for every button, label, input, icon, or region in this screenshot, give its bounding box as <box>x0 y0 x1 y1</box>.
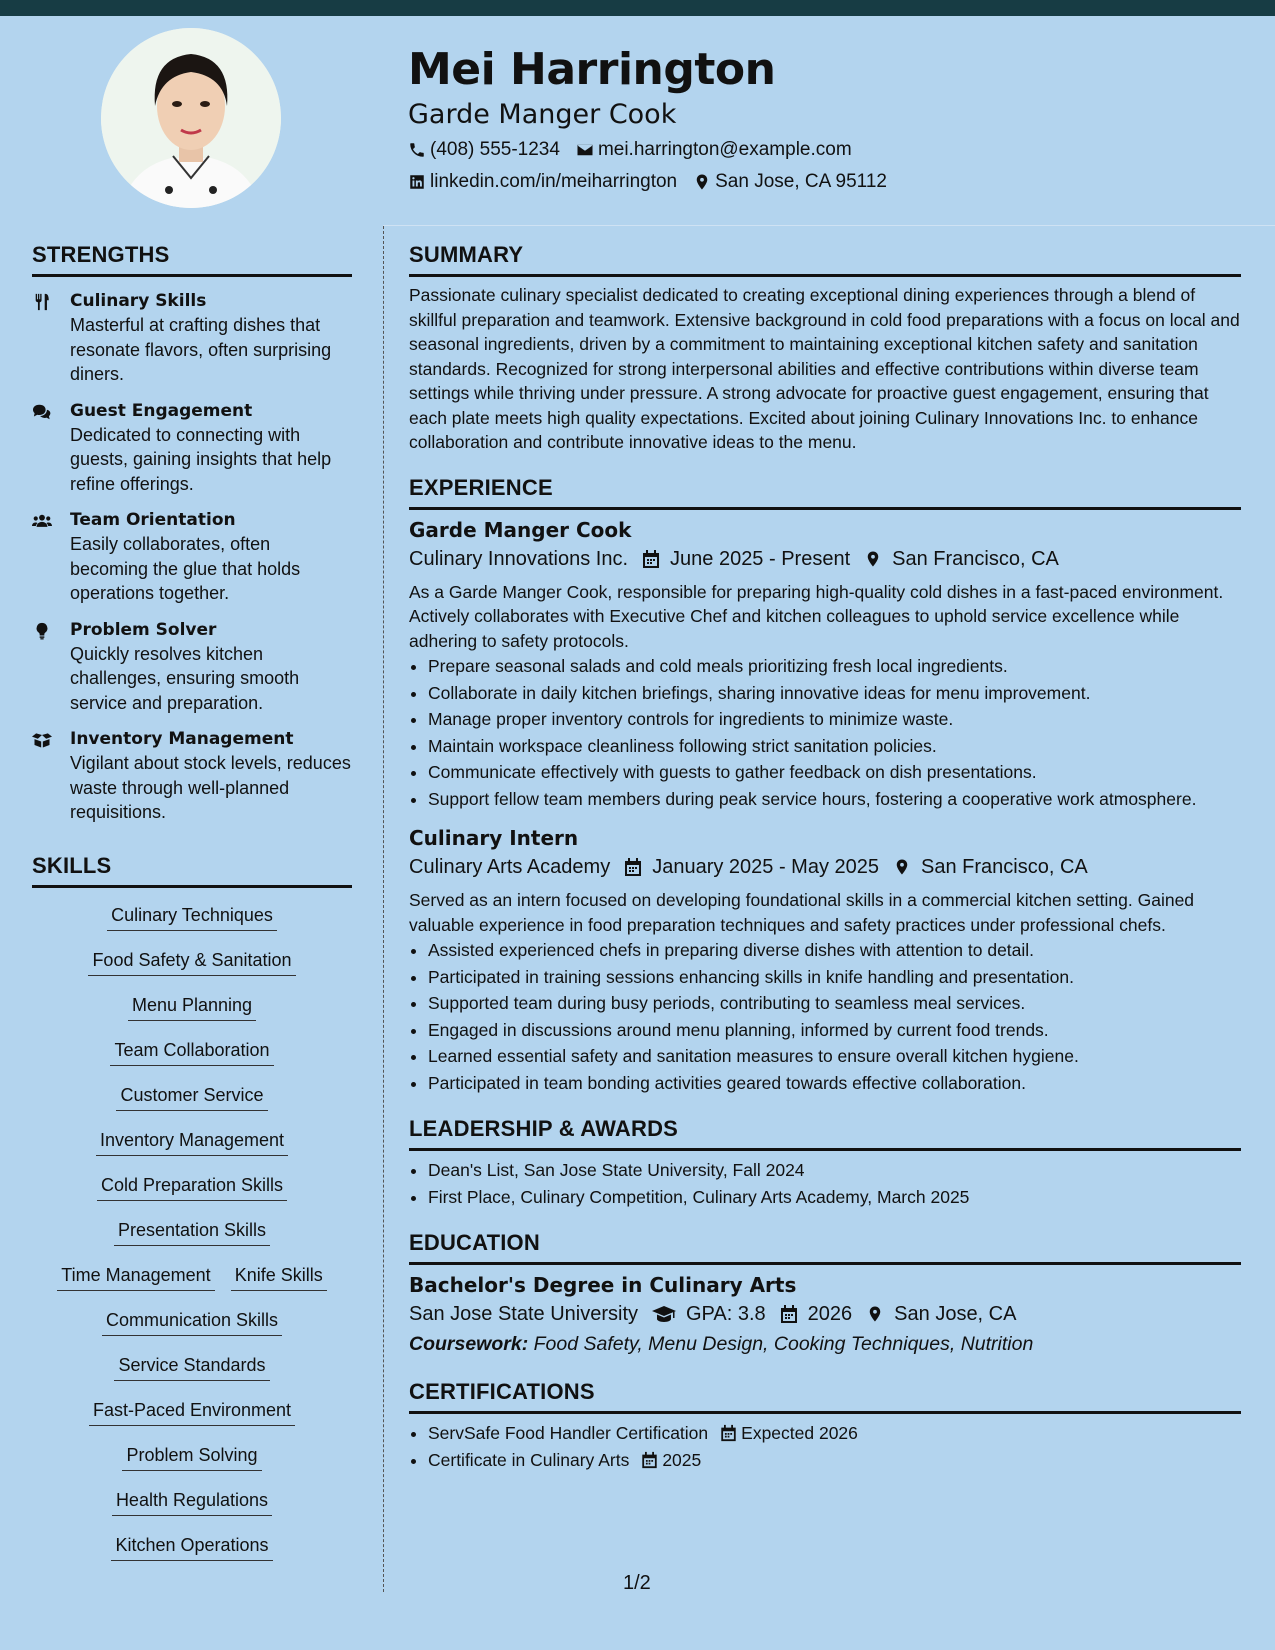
map-marker-icon <box>864 549 882 569</box>
strength-title: Culinary Skills <box>70 291 207 311</box>
school-name: San Jose State University <box>409 1303 638 1325</box>
job-dates: January 2025 - May 2025 <box>652 856 880 878</box>
certifications-list <box>409 1420 1241 1473</box>
skill-tag: Communication Skills <box>102 1307 282 1336</box>
certification-name: • ServSafe Food Handler Certification <box>428 1423 709 1443</box>
strength-desc: Easily collaborates, often becoming the glue that holds operations together. <box>70 534 301 603</box>
skill-tag: Knife Skills <box>231 1262 327 1291</box>
certification-name: • Certificate in Culinary Arts <box>428 1449 630 1470</box>
strength-item <box>32 618 352 716</box>
job-description: Served as an intern focused on developing foundational skills in a commercial kitchen setting. Gained valuable experience in food preparation techniques and safety practices under professional chefs. <box>409 890 1195 935</box>
phone-contact[interactable] <box>408 134 560 166</box>
map-marker-icon <box>866 1304 884 1324</box>
job-location: San Francisco, CA <box>892 547 1059 570</box>
skill-tag: Health Regulations <box>112 1487 272 1516</box>
users-icon <box>32 512 52 530</box>
certification-item <box>428 1447 1241 1474</box>
graduation-year: 2026 <box>807 1303 853 1325</box>
location-text: San Jose, CA 95112 <box>715 171 887 192</box>
top-bar <box>0 0 1275 16</box>
skill-tag: Cold Preparation Skills <box>97 1172 287 1201</box>
skill-tag: Inventory Management <box>96 1127 288 1156</box>
strength-item <box>32 399 352 497</box>
strength-title: Inventory Management <box>70 729 294 749</box>
calendar-icon <box>642 549 660 569</box>
header <box>408 40 903 198</box>
phone-icon <box>408 141 426 159</box>
skills-heading: SKILLS <box>32 851 352 888</box>
linkedin-icon <box>408 173 426 191</box>
header-divider <box>383 225 1275 226</box>
degree-title: Bachelor's Degree in Culinary Arts <box>409 1273 797 1297</box>
skill-tag: Time Management <box>57 1262 214 1291</box>
skill-tag: Fast-Paced Environment <box>89 1397 295 1426</box>
award-item: • First Place, Culinary Competition, Culinary Arts Academy, March 2025 <box>428 1184 1241 1211</box>
job-bullet: • Prepare seasonal salads and cold meals prioritizing fresh local ingredients. <box>428 653 1241 680</box>
email-text: mei.harrington@example.com <box>597 139 852 160</box>
job-bullet: • Manage proper inventory controls for ingredients to minimize waste. <box>428 706 1241 733</box>
column-divider <box>383 226 384 1592</box>
skill-tag: Kitchen Operations <box>111 1532 272 1561</box>
job-entry <box>409 516 1241 813</box>
certification-item <box>428 1420 1241 1447</box>
job-bullet: • Assisted experienced chefs in preparing diverse dishes with attention to detail. <box>428 937 1241 964</box>
profile-photo <box>101 28 281 208</box>
awards-list <box>409 1157 1241 1210</box>
box-open-icon <box>32 731 52 749</box>
calendar-icon <box>641 1451 658 1469</box>
skill-tag: Customer Service <box>116 1082 267 1111</box>
skill-tag: Food Safety & Sanitation <box>88 947 295 976</box>
job-bullet: • Support fellow team members during peak service hours, fostering a cooperative work atmosphere. <box>428 786 1241 813</box>
school-location: San Jose, CA <box>894 1303 1017 1325</box>
education-heading: EDUCATION <box>409 1228 1241 1265</box>
job-bullet: • Participated in team bonding activities geared towards effective collaboration. <box>428 1070 1241 1097</box>
map-marker-icon <box>693 173 711 191</box>
gpa-text: GPA: 3.8 <box>686 1303 766 1325</box>
job-bullet: • Participated in training sessions enhancing skills in knife handling and presentation. <box>428 964 1241 991</box>
job-bullet: • Collaborate in daily kitchen briefings, sharing innovative ideas for menu improvement. <box>428 680 1241 707</box>
candidate-name: Mei Harrington <box>408 44 776 95</box>
job-bullets <box>409 653 1241 812</box>
job-title: Culinary Intern <box>409 826 579 850</box>
job-bullet: • Communicate effectively with guests to gather feedback on dish presentations. <box>428 759 1241 786</box>
strength-item <box>32 289 352 387</box>
job-bullet: • Learned essential safety and sanitation measures to ensure overall kitchen hygiene. <box>428 1043 1241 1070</box>
certification-date: Expected 2026 <box>741 1423 858 1443</box>
job-dates: June 2025 - Present <box>670 547 851 570</box>
calendar-icon <box>780 1304 798 1324</box>
page-number: 1/2 <box>623 1572 651 1594</box>
job-company: Culinary Arts Academy <box>409 856 611 878</box>
job-bullet: • Maintain workspace cleanliness following strict sanitation policies. <box>428 733 1241 760</box>
certifications-heading: CERTIFICATIONS <box>409 1377 1241 1414</box>
skill-tag: Culinary Techniques <box>107 902 277 931</box>
location-contact <box>693 166 887 198</box>
job-title: Garde Manger Cook <box>409 517 632 542</box>
job-location: San Francisco, CA <box>921 856 1088 878</box>
lightbulb-icon <box>32 622 52 640</box>
strengths-heading: STRENGTHS <box>32 240 352 277</box>
linkedin-text: linkedin.com/in/meiharrington <box>430 171 678 192</box>
email-contact[interactable] <box>576 134 852 166</box>
coursework <box>409 1329 1241 1359</box>
job-bullet: • Engaged in discussions around menu planning, informed by current food trends. <box>428 1017 1241 1044</box>
summary-text: Passionate culinary specialist dedicated to creating exceptional dining experiences through a blend of skillful preparation and teamwork. Extensive background in cold food preparations with a focus on local and seasonal ingredients, driven by a commitment to maintaining exceptional kitchen safety and sanitation standards. Recognized for strong interpersonal abilities and effective contributions within diverse team settings while thriving under pressure. A strong advocate for proactive guest engagement, ensuring that each plate meets high quality expectations. Excited about joining Culinary Innovations Inc. to enhance collaboration and contribute innovative ideas to the menu. <box>409 285 1240 452</box>
utensils-icon <box>32 293 52 311</box>
skill-tag: Problem Solving <box>122 1442 261 1471</box>
calendar-icon <box>720 1424 737 1442</box>
skills-list <box>32 902 352 1577</box>
skill-tag: Presentation Skills <box>114 1217 270 1246</box>
coursework-list: Food Safety, Menu Design, Cooking Techniques, Nutrition <box>533 1333 1034 1355</box>
calendar-icon <box>624 857 642 877</box>
strength-title: Problem Solver <box>70 619 217 640</box>
award-item: • Dean's List, San Jose State University, Fall 2024 <box>428 1157 1241 1184</box>
certification-date: 2025 <box>662 1449 702 1470</box>
job-description: As a Garde Manger Cook, responsible for preparing high-quality cold dishes in a fast-paced environment. Actively collaborates with Executive Chef and kitchen colleagues to uphold service excellence while adhering to safety protocols. <box>409 581 1224 651</box>
candidate-title: Garde Manger Cook <box>408 99 677 130</box>
right-column <box>409 240 1241 1473</box>
comments-icon <box>32 403 52 421</box>
map-marker-icon <box>893 857 911 877</box>
strength-title: Team Orientation <box>70 510 236 530</box>
linkedin-contact[interactable] <box>408 166 677 198</box>
coursework-label: Coursework: <box>409 1333 529 1355</box>
strength-desc: Quickly resolves kitchen challenges, ensuring smooth service and preparation. <box>70 643 300 713</box>
job-bullet: • Supported team during busy periods, contributing to seamless meal services. <box>428 990 1241 1017</box>
job-entry <box>409 824 1241 1096</box>
strength-desc: Masterful at crafting dishes that resonate flavors, often surprising diners. <box>70 315 332 384</box>
summary-heading: SUMMARY <box>409 240 1241 277</box>
strength-item <box>32 727 352 825</box>
envelope-icon <box>576 141 594 159</box>
skill-tag: Service Standards <box>114 1352 269 1381</box>
strength-desc: Vigilant about stock levels, reduces waste through well-planned requisitions. <box>70 753 351 822</box>
strength-item <box>32 508 352 606</box>
awards-heading: LEADERSHIP & AWARDS <box>409 1114 1241 1151</box>
strength-title: Guest Engagement <box>70 400 253 421</box>
strength-desc: Dedicated to connecting with guests, gaining insights that help refine offerings. <box>70 424 332 494</box>
skill-tag: Menu Planning <box>128 992 256 1021</box>
left-column <box>32 240 352 1577</box>
experience-heading: EXPERIENCE <box>409 473 1241 510</box>
job-bullets <box>409 937 1241 1096</box>
skill-tag: Team Collaboration <box>110 1037 273 1066</box>
phone-text: (408) 555-1234 <box>430 139 560 160</box>
graduation-cap-icon <box>652 1304 676 1324</box>
job-company: Culinary Innovations Inc. <box>409 547 629 570</box>
